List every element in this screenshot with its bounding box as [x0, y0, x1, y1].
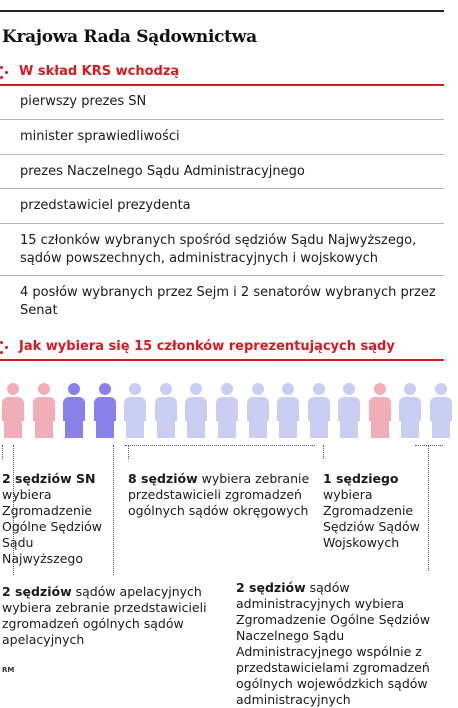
list-item: 15 członków wybranych spośród sędziów Sądu Najwyższego, sądów powszechnych, administracyjnych i wojskowych — [0, 224, 444, 276]
list-item: minister sprawiedliwości — [0, 120, 444, 155]
person-icon — [124, 383, 146, 438]
dots-icon — [0, 63, 14, 83]
annotation-count: 2 sędziów — [2, 584, 72, 599]
person-icon — [399, 383, 421, 438]
connector — [2, 445, 3, 459]
member-list — [0, 84, 444, 328]
connector — [128, 445, 129, 459]
annotation-text: wybiera Zgromadzenie Sędziów Sądów Wojskowych — [323, 487, 420, 550]
list-item: prezes Naczelnego Sądu Administracyjnego — [0, 155, 444, 189]
person-icon — [369, 383, 391, 438]
person-icon — [247, 383, 269, 438]
annotation-sn — [2, 471, 112, 567]
connector — [415, 445, 443, 446]
annotation-wojskowe — [323, 471, 433, 551]
person-icon — [33, 383, 55, 438]
person-icon — [94, 383, 116, 438]
section-heading-label: Jak wybiera się 15 członków reprezentujących sądy — [19, 339, 395, 354]
dots-icon — [0, 338, 14, 358]
section-heading-members — [0, 60, 444, 86]
annotation-apelacyjne — [2, 584, 227, 648]
annotation-text: wybiera Zgromadzenie Ogólne Sędziów Sądu Najwyższego — [2, 487, 102, 566]
person-icon — [430, 383, 452, 438]
person-icon — [308, 383, 330, 438]
section-rule — [0, 359, 444, 361]
section-heading-selection — [0, 335, 444, 361]
main-title: Krajowa Rada Sądownictwa — [2, 27, 257, 47]
person-icon — [185, 383, 207, 438]
person-icon — [2, 383, 24, 438]
annotation-text: wybiera zebranie przedstawicieli zgromadzeń ogólnych sądów okręgowych — [128, 471, 310, 518]
connector — [323, 445, 324, 459]
person-icon — [216, 383, 238, 438]
annotation-count: 8 sędziów — [128, 471, 198, 486]
list-item: 4 posłów wybranych przez Sejm i 2 senatorów wybranych przez Senat — [20, 285, 436, 318]
person-icon — [338, 383, 360, 438]
annotation-text: sądów administracyjnych wybiera Zgromadzenie Ogólne Sędziów Naczelnego Sądu Administracyjnego wspólnie z przedstawicielami zgromadzeń ogólnych wojewódzkich sądów administracyjnych — [236, 580, 431, 707]
annotation-count: 1 sędziego — [323, 471, 399, 486]
connector — [125, 445, 315, 446]
credit: RM — [2, 666, 15, 674]
judge-figures — [0, 383, 458, 443]
list-item: pierwszy prezes SN — [0, 84, 444, 120]
annotation-count: 2 sędziów SN — [2, 471, 96, 486]
annotation-text: sądów apelacyjnych wybiera zebranie przedstawicieli zgromadzeń ogólnych sądów apelacyjnych — [2, 584, 207, 647]
annotation-administracyjne — [236, 580, 448, 708]
annotation-count: 2 sędziów — [236, 580, 306, 595]
person-icon — [63, 383, 85, 438]
section-heading-label: W skład KRS wchodzą — [19, 64, 180, 79]
list-item: przedstawiciel prezydenta — [0, 189, 444, 224]
connector — [113, 445, 114, 575]
annotation-okregowe — [128, 471, 318, 519]
person-icon — [277, 383, 299, 438]
top-rule — [0, 10, 444, 12]
person-icon — [155, 383, 177, 438]
